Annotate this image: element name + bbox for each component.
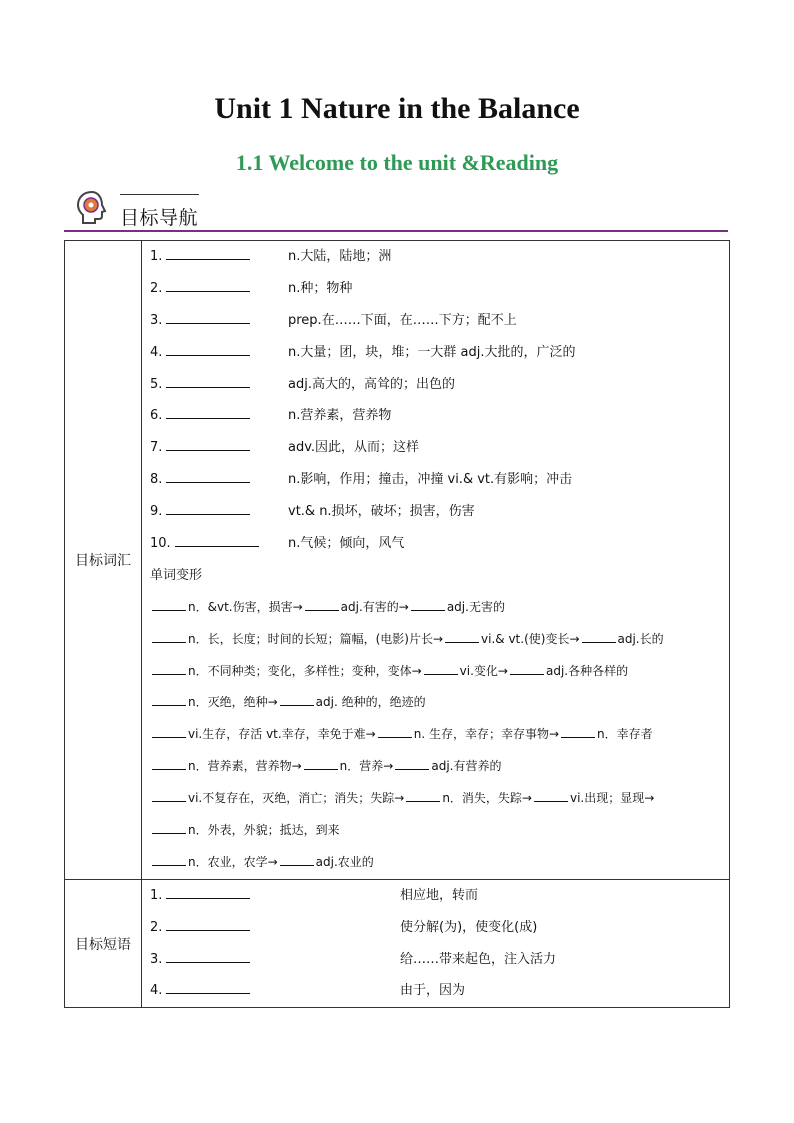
answer-blank[interactable] xyxy=(510,662,544,675)
answer-blank[interactable] xyxy=(166,950,250,963)
answer-blank[interactable] xyxy=(152,757,186,770)
answer-blank[interactable] xyxy=(395,757,429,770)
answer-blank[interactable] xyxy=(166,502,250,515)
answer-blank[interactable] xyxy=(378,725,412,738)
answer-blank[interactable] xyxy=(411,598,445,611)
page-subtitle: 1.1 Welcome to the unit &Reading xyxy=(235,150,559,175)
brain-gear-icon xyxy=(76,190,108,226)
word-form-row: n．外表，外貌；抵达，到来 xyxy=(142,815,729,847)
answer-blank[interactable] xyxy=(166,886,250,899)
answer-blank[interactable] xyxy=(152,598,186,611)
answer-blank[interactable] xyxy=(166,311,250,324)
answer-blank[interactable] xyxy=(445,630,479,643)
answer-blank[interactable] xyxy=(166,438,250,451)
vocab-item: 2. n.种；物种 xyxy=(150,280,353,296)
answer-blank[interactable] xyxy=(406,789,440,802)
vocab-item: 8. n.影响，作用；撞击，冲撞 vi.& vt.有影响；冲击 xyxy=(150,472,573,488)
answer-blank[interactable] xyxy=(152,821,186,834)
phrase-item: 3. 给……带来起色，注入活力 xyxy=(150,951,557,967)
vocab-cell xyxy=(142,241,730,880)
word-form-row: n．营养素，营养物→ n．营养→ adj.有营养的 xyxy=(142,751,729,783)
vocab-item: 3. prep.在……下面，在……下方；配不上 xyxy=(150,312,517,328)
answer-blank[interactable] xyxy=(166,375,250,388)
word-form-row: n．农业，农学→ adj.农业的 xyxy=(142,847,729,879)
answer-blank[interactable] xyxy=(152,789,186,802)
vocab-item: 4. n.大量；团，块，堆；一大群 adj.大批的，广泛的 xyxy=(150,344,576,360)
answer-blank[interactable] xyxy=(166,247,250,260)
answer-blank[interactable] xyxy=(166,981,250,994)
answer-blank[interactable] xyxy=(582,630,616,643)
word-form-row: n．不同种类；变化，多样性；变种，变体→ vi.变化→ adj.各种各样的 xyxy=(142,656,729,688)
nav-divider xyxy=(64,230,728,232)
answer-blank[interactable] xyxy=(280,853,314,866)
word-form-row: n．&vt.伤害，损害→ adj.有害的→ adj.无害的 xyxy=(142,592,729,624)
vocab-item: 6. n.营养素，营养物 xyxy=(150,408,392,424)
answer-blank[interactable] xyxy=(424,662,458,675)
nav-decor-line xyxy=(120,194,199,195)
answer-blank[interactable] xyxy=(304,757,338,770)
vocab-item: 9. vt.& n.损坏，破坏；损害，伤害 xyxy=(150,504,475,520)
word-form-row: vi.生存，存活 vt.幸存，幸免于难→ n. 生存，幸存；幸存事物→ n．幸存者 xyxy=(142,719,729,751)
vocab-category: 目标词汇 xyxy=(65,241,142,880)
answer-blank[interactable] xyxy=(152,630,186,643)
answer-blank[interactable] xyxy=(166,470,250,483)
answer-blank[interactable] xyxy=(152,853,186,866)
answer-blank[interactable] xyxy=(305,598,339,611)
page-title: Unit 1 Nature in the Balance xyxy=(214,92,580,125)
answer-blank[interactable] xyxy=(166,279,250,292)
word-form-row: n．灭绝，绝种→ adj. 绝种的，绝迹的 xyxy=(142,687,729,719)
answer-blank[interactable] xyxy=(166,343,250,356)
phrase-item: 4. 由于，因为 xyxy=(150,983,466,999)
phrases-category: 目标短语 xyxy=(65,879,142,1008)
vocab-item: 5. adj.高大的，高耸的；出色的 xyxy=(150,376,455,392)
answer-blank[interactable] xyxy=(175,534,259,547)
vocab-item: 10. n.气候；倾向，风气 xyxy=(150,536,405,552)
phrases-cell xyxy=(142,879,730,1008)
phrase-item: 2. 使分解(为)，使变化(成) xyxy=(150,919,538,935)
answer-blank[interactable] xyxy=(561,725,595,738)
answer-blank[interactable] xyxy=(166,406,250,419)
answer-blank[interactable] xyxy=(152,693,186,706)
vocab-item: 7. adv.因此，从而；这样 xyxy=(150,440,420,456)
vocab-table xyxy=(64,240,730,1008)
answer-blank[interactable] xyxy=(152,725,186,738)
section-nav-label: 目标导航 xyxy=(120,207,199,229)
phrase-item: 1. 相应地，转而 xyxy=(150,887,479,903)
answer-blank[interactable] xyxy=(534,789,568,802)
answer-blank[interactable] xyxy=(280,693,314,706)
word-form-row: vi.不复存在，灭绝，消亡；消失；失踪→ n．消失，失踪→ vi.出现；显现→ xyxy=(142,783,729,815)
answer-blank[interactable] xyxy=(166,918,250,931)
word-form-row: n．长，长度；时间的长短；篇幅，(电影)片长→ vi.& vt.(使)变长→ adj.长的 xyxy=(142,624,729,656)
answer-blank[interactable] xyxy=(152,662,186,675)
word-forms-heading: 单词变形 xyxy=(150,567,203,583)
vocab-item: 1. n.大陆，陆地；洲 xyxy=(150,249,392,264)
